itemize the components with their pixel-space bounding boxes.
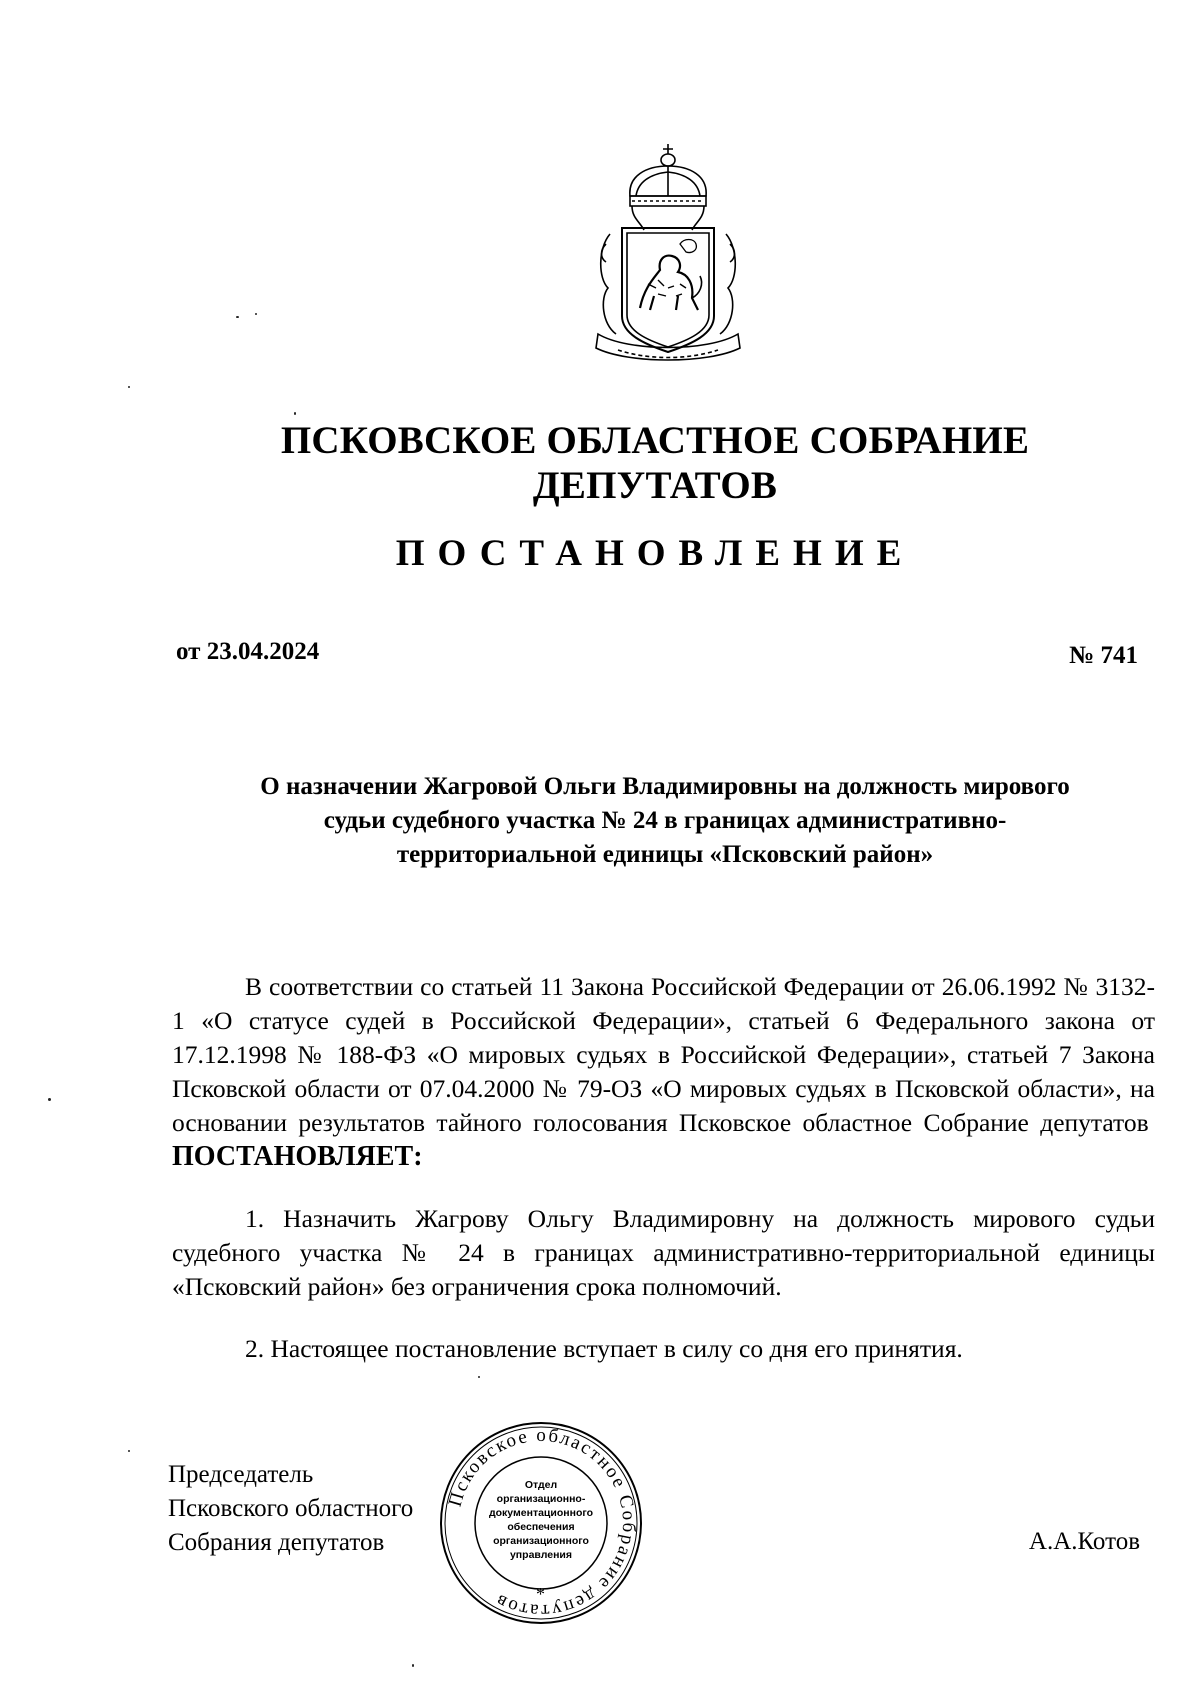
signatory-title-line: Собрания депутатов	[168, 1529, 385, 1556]
signatory-title-line: Псковского областного	[168, 1495, 414, 1522]
scan-speck	[128, 1450, 130, 1452]
scan-speck	[236, 316, 239, 318]
scan-speck	[48, 1098, 51, 1101]
scan-speck	[128, 386, 130, 388]
resolution-item: 1. Назначить Жагрову Ольгу Владимировну на должность мирового судьи судебного участка № 24 в границах административно-территориальной единицы «Псковский район» без ограничения срока полномочий.	[172, 1204, 1155, 1301]
subject-line: территориальной единицы «Псковский район»	[396, 841, 934, 868]
pskov-coat-of-arms-icon	[588, 138, 748, 378]
stamp-ring-text: Псковское областное Собрание депутатов	[444, 1424, 640, 1622]
preamble-text: В соответствии со статьей 11 Закона Российской Федерации от 26.06.1992 № 3132-1 «О статусе судей в Российской Федерации», статьей 6 Федерального закона от 17.12.1998 № 188-ФЗ «О мировых судьях в Российской Федерации», статьей 7 Закона Псковской области от 07.04.2000 № 79-ОЗ «О мировых судьях в Псковской области», на основании результатов тайного голосования Псковское областное Собрание депутатов	[172, 972, 1155, 1137]
stamp-center-line: управления	[509, 1549, 573, 1561]
signatory-title	[168, 1458, 413, 1560]
preamble-paragraph	[172, 970, 1155, 1174]
document-date: от 23.04.2024	[176, 638, 320, 665]
stamp-center-line: организационного	[493, 1535, 589, 1547]
scan-speck	[478, 1376, 480, 1378]
scan-speck	[294, 412, 296, 415]
document-number: № 741	[1069, 642, 1138, 669]
scan-speck	[255, 313, 257, 315]
resolution-item: 2. Настоящее постановление вступает в силу со дня его принятия.	[245, 1334, 963, 1363]
star-icon: *	[536, 1584, 545, 1604]
document-body	[172, 970, 1155, 1366]
document-type-heading: ПОСТАНОВЛЕНИЕ	[395, 533, 915, 574]
subject-line: судьи судебного участка № 24 в границах административно-	[323, 807, 1007, 834]
resolves-keyword: ПОСТАНОВЛЯЕТ:	[172, 1141, 423, 1172]
stamp-center-line: документационного	[488, 1507, 594, 1519]
stamp-center-line: обеспечения	[507, 1521, 575, 1533]
scan-speck	[412, 1664, 414, 1667]
signatory-title-line: Председатель	[168, 1461, 314, 1488]
stamp-center-line: организационно-	[496, 1493, 586, 1505]
organization-title: ПСКОВСКОЕ ОБЛАСТНОЕ СОБРАНИЕ ДЕПУТАТОВ	[280, 419, 1030, 507]
subject-line: О назначении Жагровой Ольги Владимировны на должность мирового	[260, 773, 1070, 800]
stamp-center-line: Отдел	[524, 1479, 558, 1491]
signatory-name: А.А.Котов	[1028, 1528, 1140, 1555]
document-subject	[195, 770, 1135, 872]
official-stamp	[436, 1418, 646, 1628]
